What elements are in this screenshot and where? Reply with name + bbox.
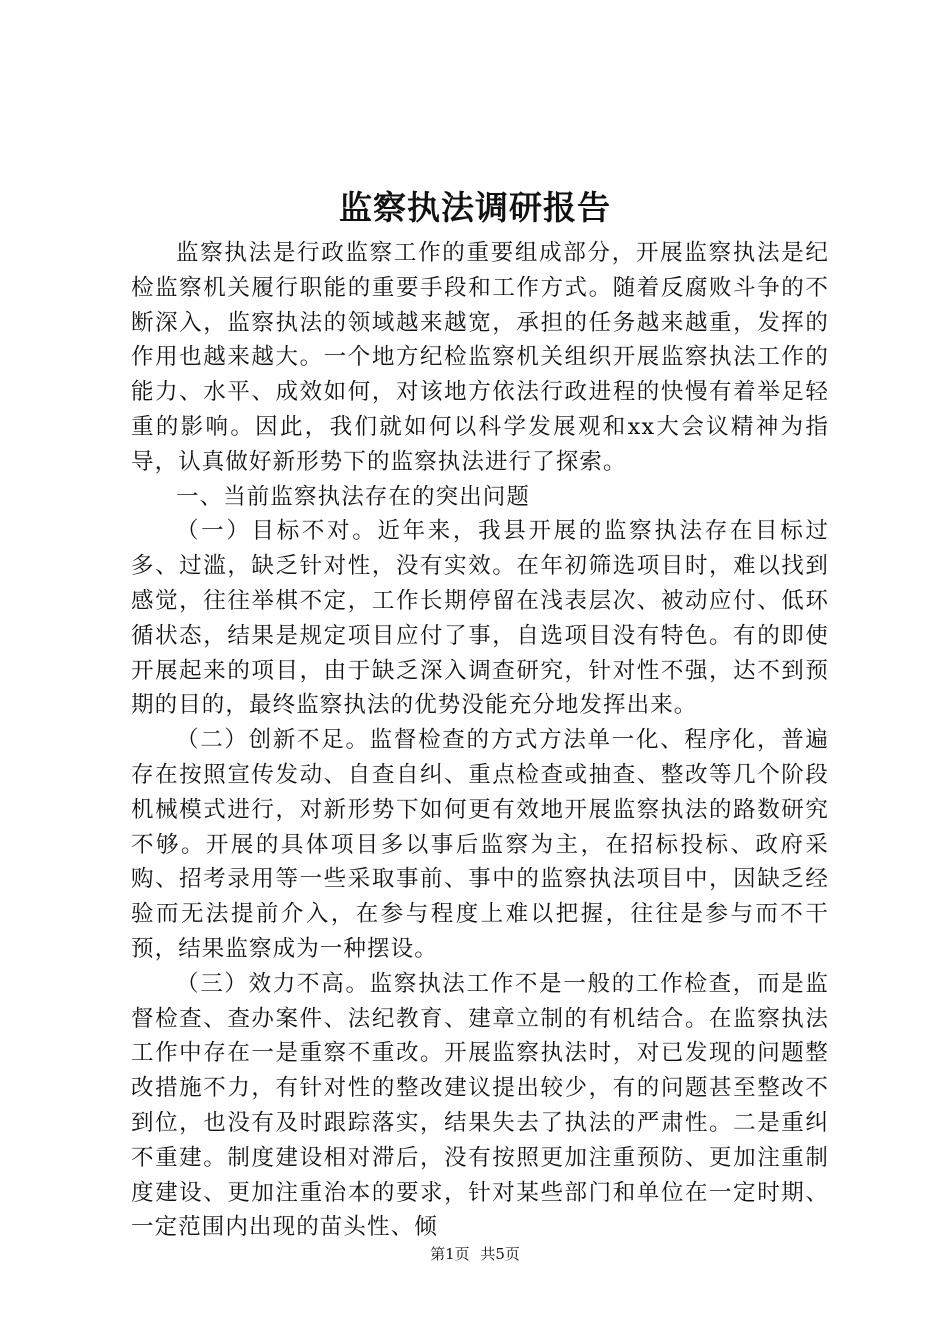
page-footer [0, 1244, 950, 1264]
section-heading: 一、当前监察执法存在的突出问题 [176, 483, 531, 510]
document-body [131, 236, 829, 1245]
problem-paragraph-1: （一）目标不对。近年来，我县开展的监察执法存在目标过多、过滥，缺乏针对性，没有实效。在年初筛选项目时，难以找到感觉，往往举棋不定，工作长期停留在浅表层次、被动应付、低环循状态，结果是规定项目应付了事，自选项目没有特色。有的即使开展起来的项目，由于缺乏深入调查研究，针对性不强，达不到预期的目的，最终监察执法的优势没能充分地发挥出来。 [131, 518, 829, 719]
page-number: 第1页 [430, 1245, 470, 1263]
problem-paragraph-3: （三）效力不高。监察执法工作不是一般的工作检查，而是监督检查、查办案件、法纪教育、建章立制的有机结合。在监察执法工作中存在一是重察不重改。开展监察执法时，对已发现的问题整改措施不力，有针对性的整改建议提出较少，有的问题甚至整改不到位，也没有及时跟踪落实，结果失去了执法的严肃性。二是重纠不重建。制度建设相对滞后，没有按照更加注重预防、更加注重制度建设、更加注重治本的要求，针对某些部门和单位在一定时期、一定范围内出现的苗头性、倾 [131, 970, 829, 1241]
problem-paragraph-2: （二）创新不足。监督检查的方式方法单一化、程序化，普遍存在按照宣传发动、自查自纠、重点检查或抽查、整改等几个阶段机械模式进行，对新形势下如何更有效地开展监察执法的路数研究不够。开展的具体项目多以事后监察为主，在招标投标、政府采购、招考录用等一些采取事前、事中的监察执法项目中，因缺乏经验而无法提前介入，在参与程度上难以把握，往往是参与而不干预，结果监察成为一种摆设。 [131, 727, 829, 962]
intro-paragraph: 监察执法是行政监察工作的重要组成部分，开展监察执法是纪检监察机关履行职能的重要手段和工作方式。随着反腐败斗争的不断深入，监察执法的领域越来越宽，承担的任务越来越重，发挥的作用也越来越大。一个地方纪检监察机关组织开展监察执法工作的能力、水平、成效如何，对该地方依法行政进程的快慢有着举足轻重的影响。因此，我们就如何以科学发展观和xx大会议精神为指导，认真做好新形势下的监察执法进行了探索。 [131, 240, 829, 475]
page-total: 共5页 [480, 1245, 520, 1263]
document-title: 监察执法调研报告 [339, 188, 611, 227]
